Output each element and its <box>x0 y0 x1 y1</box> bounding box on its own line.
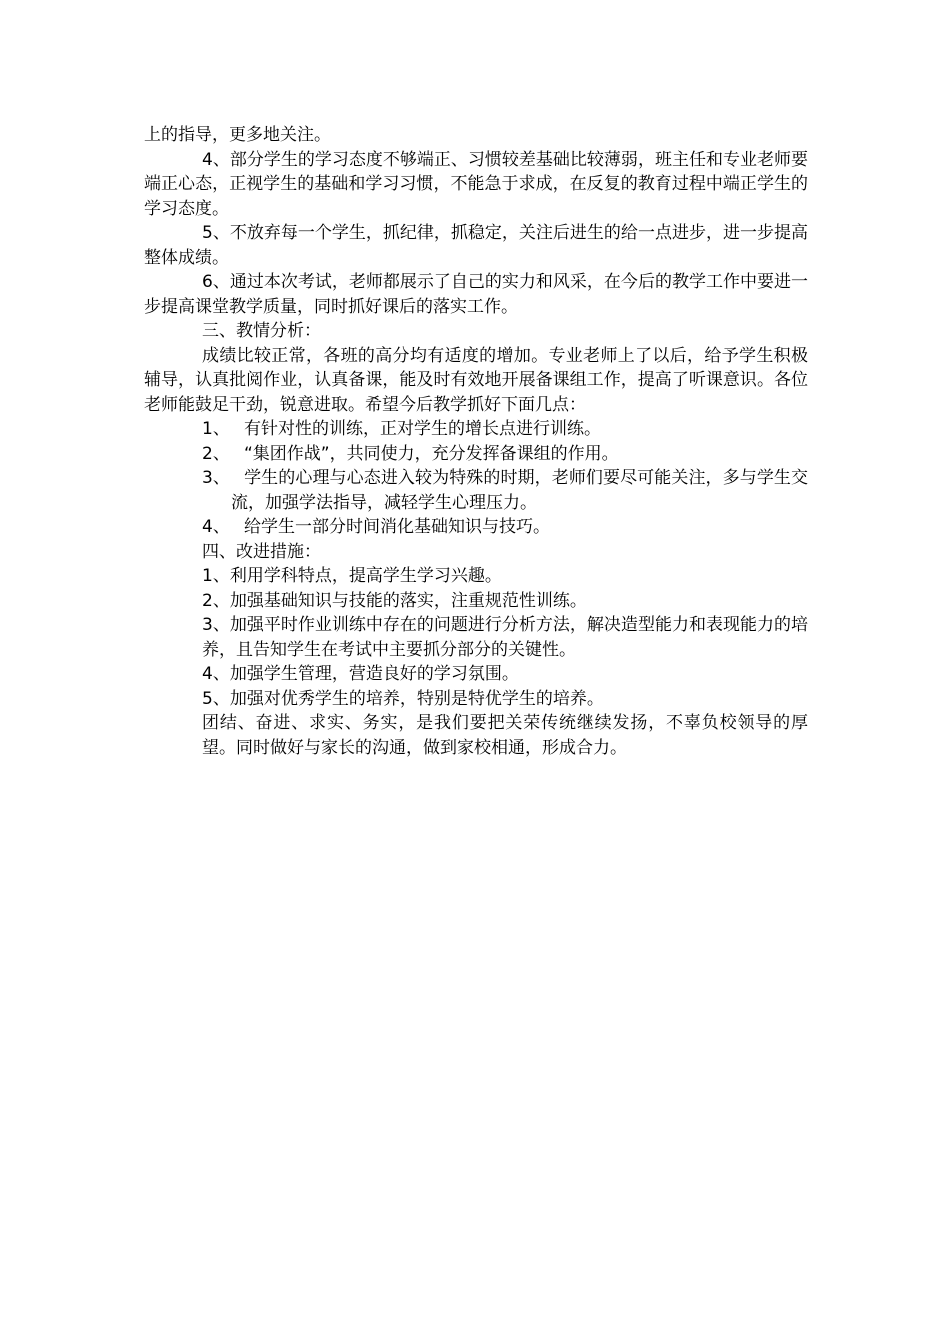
paragraph-point-4: 4、部分学生的学习态度不够端正、习惯较差基础比较薄弱，班主任和专业老师要端正心态，正视学生的基础和学习习惯，不能急于求成，在反复的教育过程中端正学生的学习态度。 <box>144 149 808 219</box>
teaching-point-text: 给学生一部分时间消化基础知识与技巧。 <box>244 517 550 537</box>
teaching-point-2 <box>144 442 808 467</box>
teaching-point-3 <box>144 466 808 515</box>
improvement-item-3: 3、加强平时作业训练中存在的问题进行分析方法，解决造型能力和表现能力的培养，且告知学生在考试中主要抓分部分的关键性。 <box>202 615 808 660</box>
improvement-item-4: 4、加强学生管理，营造良好的学习氛围。 <box>202 664 519 684</box>
teaching-point-number: 1、 <box>202 419 230 439</box>
paragraph-continuation: 上的指导，更多地关注。 <box>144 125 331 145</box>
paragraph-teaching-analysis: 成绩比较正常，各班的高分均有适度的增加。专业老师上了以后，给予学生积极辅导，认真批阅作业，认真备课，能及时有效地开展备课组工作，提高了听课意识。各位老师能鼓足干劲，锐意进取。希望今后教学抓好下面几点： <box>144 345 808 415</box>
improvement-item-5: 5、加强对优秀学生的培养，特别是特优学生的培养。 <box>202 688 604 709</box>
teaching-point-text: “集团作战”，共同使力，充分发挥备课组的作用。 <box>244 443 619 464</box>
teaching-point-number: 4、 <box>202 517 230 537</box>
teaching-point-number: 2、 <box>202 443 230 464</box>
section-heading-teaching-analysis: 三、教情分析： <box>202 321 321 341</box>
paragraph-point-5: 5、不放弃每一个学生，抓纪律，抓稳定，关注后进生的给一点进步，进一步提高整体成绩。 <box>144 223 808 268</box>
paragraph-point-6: 6、通过本次考试，老师都展示了自己的实力和风采，在今后的教学工作中要进一步提高课堂教学质量，同时抓好课后的落实工作。 <box>144 272 808 317</box>
closing-paragraph: 团结、奋进、求实、务实，是我们要把关荣传统继续发扬，不辜负校领导的厚望。同时做好与家长的沟通，做到家校相通，形成合力。 <box>202 713 808 758</box>
teaching-point-1 <box>144 417 808 442</box>
teaching-point-number: 3、 <box>202 468 230 488</box>
improvement-item-2: 2、加强基础知识与技能的落实，注重规范性训练。 <box>202 590 587 611</box>
teaching-point-text: 有针对性的训练，正对学生的增长点进行训练。 <box>244 419 601 439</box>
teaching-point-text: 学生的心理与心态进入较为特殊的时期，老师们要尽可能关注，多与学生交流，加强学法指导，减轻学生心理压力。 <box>231 468 808 513</box>
teaching-point-4 <box>144 515 808 540</box>
document-body <box>144 123 808 760</box>
section-heading-improvements: 四、改进措施： <box>202 541 321 562</box>
improvement-item-1: 1、利用学科特点，提高学生学习兴趣。 <box>202 566 502 586</box>
